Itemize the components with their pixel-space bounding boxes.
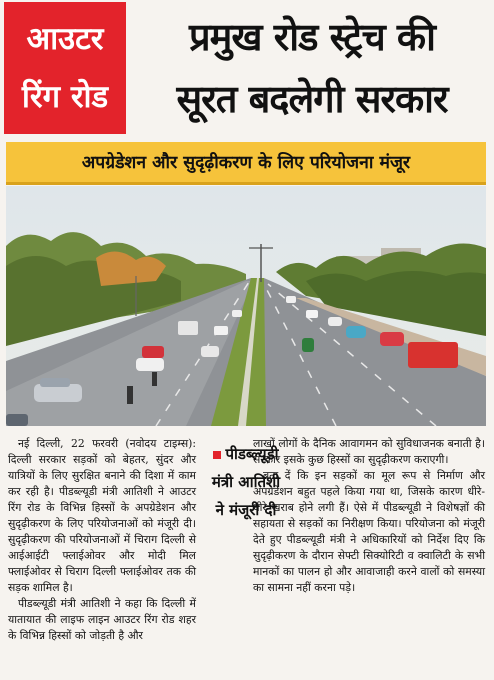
article-column-1 (8, 436, 196, 644)
pull-quote-line-1: पीडब्ल्यूडी (225, 445, 279, 463)
column1-paragraph-2: पीडब्ल्यूडी मंत्री आतिशी ने कहा कि दिल्ली में यातायात की लाइफ लाइन आउटर रिंग रोड शहर के विभिन्न हिस्सों को जोड़ती है और (8, 597, 196, 642)
headline-line-1: प्रमुख रोड स्ट्रेच की (189, 15, 435, 59)
road-photo (6, 186, 486, 426)
section-kicker (4, 2, 126, 134)
kicker-line-1: आउटर (26, 21, 104, 57)
column1-paragraph-1: नई दिल्ली, 22 फरवरी (नवोदय टाइम्स): दिल्ली सरकार सड़कों को बेहतर, सुंदर और यात्रियों के लिए सुरक्षित बनाने की दिशा में काम कर रही है। पीडब्ल्यूडी मंत्री आतिशी ने आउटर रिंग रोड के विभिन्न हिस्सों के अपग्रेडेशन और सुदृढ़ीकरण के लिए परियोजनाओं को मंजूरी दी। सुदृढ़ीकरण की परियोजनाओं में चिराग दिल्ली से आईआईटी फ्लाईओवर और मोदी मिल फ्लाईओवर से चिराग दिल्ली फ्लाईओवर तक की सड़क शामिल है। (8, 437, 196, 594)
red-square-bullet-icon (213, 451, 221, 459)
pull-quote-line-3: ने मंजूरी दी (215, 501, 277, 519)
kicker-line-2: रिंग रोड (21, 79, 109, 115)
article-column-2 (253, 436, 485, 596)
column2-paragraph-2: बता दें कि इन सड़कों का मूल रूप से निर्माण और अपग्रेडेशन बहुत पहले किया गया था, जिसके कारण धीरे-धीरे खराब होने लगी हैं। ऐसे में पीडब्ल्यूडी ने विशेषज्ञों की सहायता से सड़कों का निरीक्षण किया। परियोजना को मंजूरी देते हुए पीडब्ल्यूडी मंत्री ने अधिकारियों को निर्देश दिए कि सुदृढ़ीकरण के दौरान सेफ्टी सिक्योरिटी व क्वालिटी के सभी मानकों का पालन हो और आवाजाही करने वालों को समस्या का सामना नहीं करना पड़े। (253, 469, 485, 594)
subheadline-banner: अपग्रेडेशन और सुदृढ़ीकरण के लिए परियोजना मंजूर (6, 142, 486, 185)
column2-paragraph-1: लाखों लोगों के दैनिक आवागमन को सुविधाजनक बनाती है। सरकार इसके कुछ हिस्सों का सुदृढ़ीकरण कराएगी। (253, 437, 485, 466)
headline-line-2: सूरत बदलेगी सरकार (176, 77, 448, 121)
headline (132, 0, 492, 136)
pull-quote-line-2: मंत्री आतिशी (211, 473, 281, 491)
